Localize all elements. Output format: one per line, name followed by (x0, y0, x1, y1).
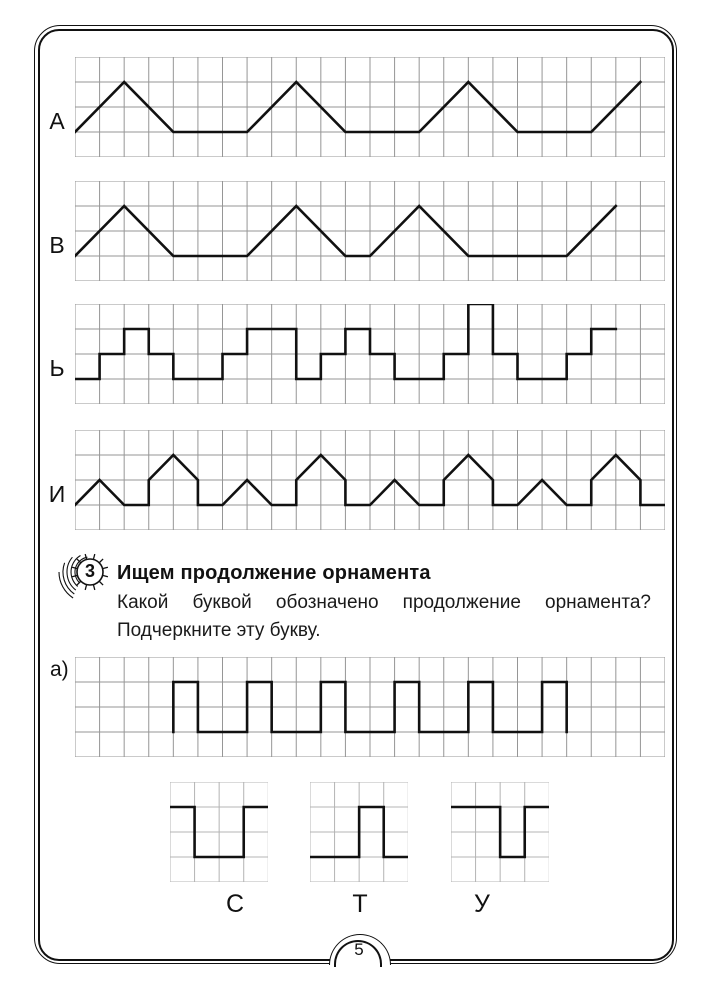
strip-letter-soft-sign[interactable]: Ь (49, 355, 65, 381)
task-title: Ищем продолжение орнамента (117, 562, 431, 584)
exercise-label: а) (50, 658, 69, 681)
option-grid-s (170, 782, 268, 882)
strip-letter-i[interactable]: И (48, 481, 66, 507)
option-grid-t (310, 782, 408, 882)
option-letter-t[interactable]: Т (352, 890, 368, 918)
strip-letter-a[interactable]: А (49, 108, 65, 134)
strip-letter-v[interactable]: В (49, 232, 65, 258)
instruction-line-1: Какой буквой обозначено продолжение орнамента? (117, 592, 651, 613)
ornament-strip-a (75, 57, 665, 157)
option-letter-u[interactable]: У (474, 890, 490, 918)
task-number: 3 (84, 561, 95, 581)
exercise-ornament-strip (75, 657, 665, 757)
ornament-strip-i (75, 430, 665, 530)
ornament-strip-v (75, 181, 665, 281)
page-number: 5 (354, 940, 364, 959)
option-grid-u (451, 782, 549, 882)
sun-comet-icon (52, 549, 116, 605)
task-instructions (117, 589, 651, 645)
ornament-strip-soft-sign (75, 304, 665, 404)
instruction-line-2: Подчеркните эту букву. (117, 620, 321, 641)
option-letter-s[interactable]: С (225, 890, 245, 918)
